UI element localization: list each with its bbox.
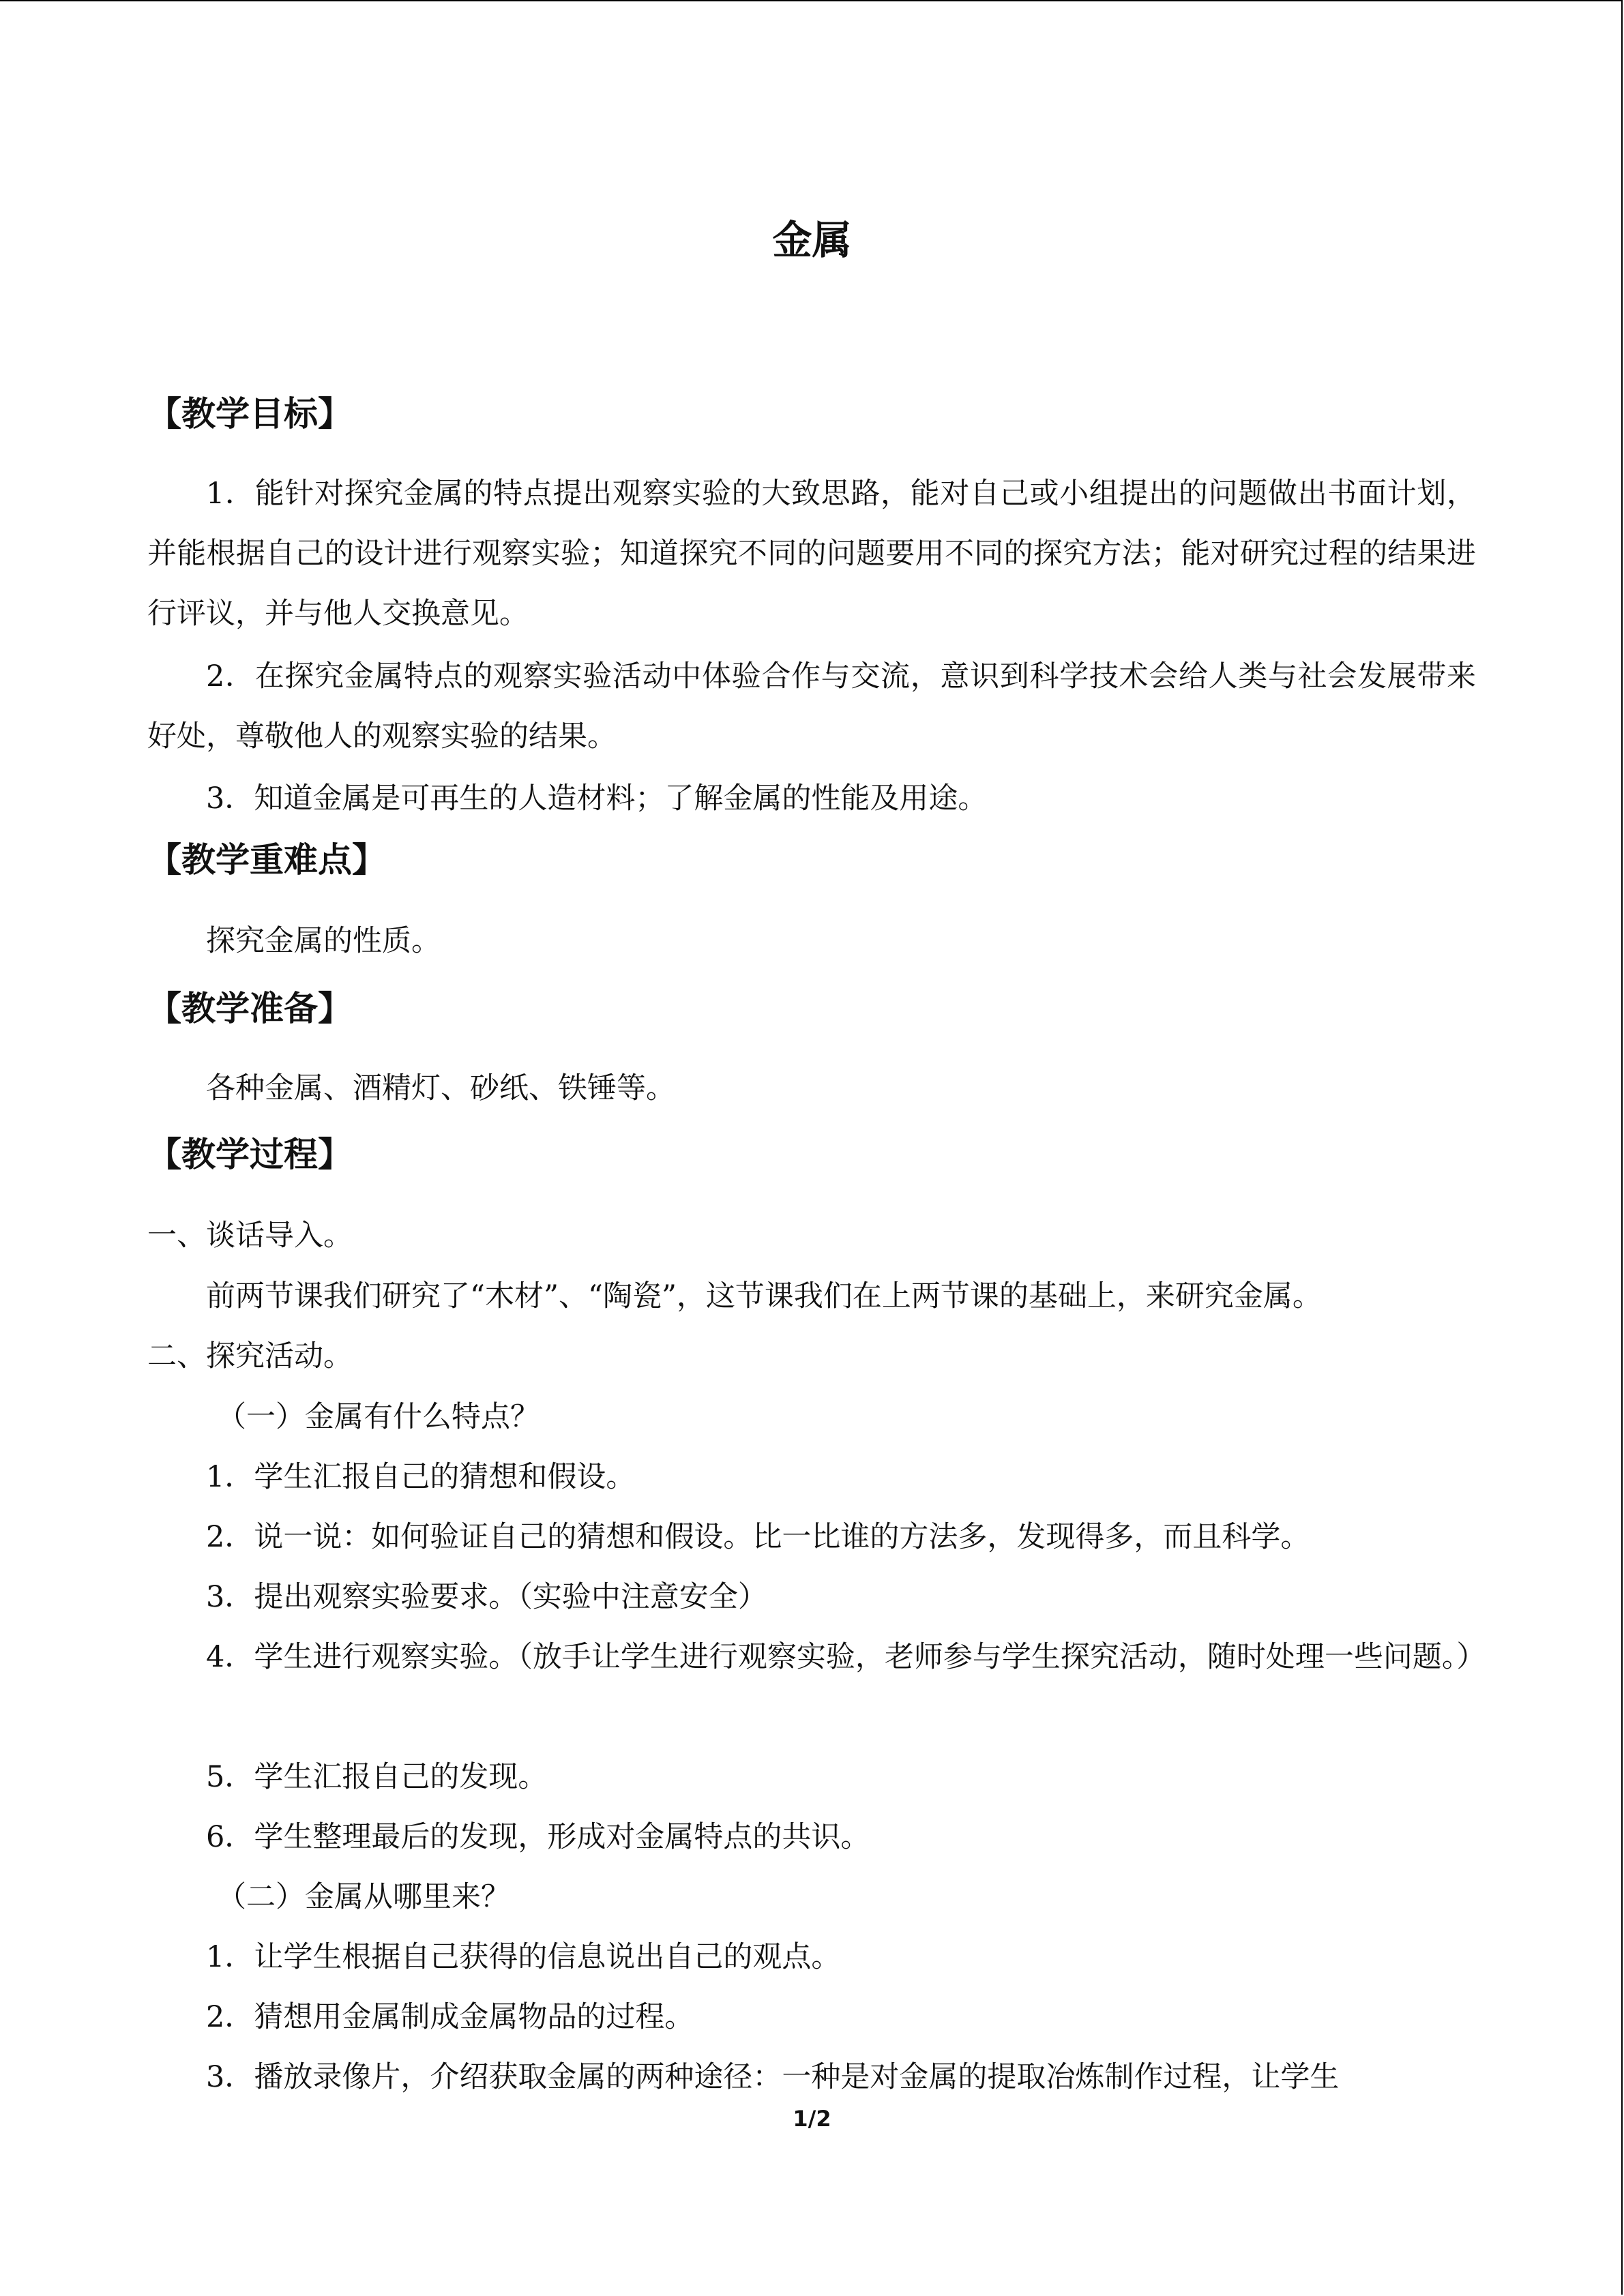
objective-item-1: 1．能针对探究金属的特点提出观察实验的大致思路，能对自己或小组提出的问题做出书面计划，并能根据自己的设计进行观察实验；知道探究不同的问题要用不同的探究方法；能对研究过程的结果进行评议，并与他人交换意见。 [147,477,1476,631]
subsection-title-1: （一）金属有什么特点？ [217,1400,540,1434]
sub1-item-5: 5．学生汇报自己的发现。 [206,1760,548,1794]
sub1-item-4: 4．学生进行观察实验。（放手让学生进行观察实验，老师参与学生探究活动，随时处理一些问题。） [206,1640,1486,1674]
objective-item-3: 3．知道金属是可再生的人造材料；了解金属的性能及用途。 [206,781,988,816]
sub1-item-2: 2．说一说：如何验证自己的猜想和假设。比一比谁的方法多，发现得多，而且科学。 [206,1520,1310,1554]
section-heading-preparation: 【教学准备】 [147,989,352,1028]
sub1-item-6: 6．学生整理最后的发现，形成对金属特点的共识。 [206,1820,870,1854]
process-part2-title: 二、探究活动。 [147,1339,353,1373]
key-points-text: 探究金属的性质。 [206,924,441,958]
sub1-item-1: 1．学生汇报自己的猜想和假设。 [206,1460,636,1494]
page-title: 金属 [772,217,852,263]
process-part1-title: 一、谈话导入。 [147,1219,353,1253]
sub2-item-2: 2．猜想用金属制成金属物品的过程。 [206,2000,694,2034]
section-heading-key-points: 【教学重难点】 [147,840,386,880]
process-part1-text: 前两节课我们研究了“木材”、“陶瓷”，这节课我们在上两节课的基础上，来研究金属。 [206,1279,1322,1313]
sub1-item-3: 3．提出观察实验要求。（实验中注意安全） [206,1580,767,1614]
page-number: 1/2 [793,2106,831,2132]
objective-item-2: 2．在探究金属特点的观察实验活动中体验合作与交流，意识到科学技术会给人类与社会发展带来好处，尊敬他人的观察实验的结果。 [147,659,1476,754]
sub2-item-3: 3．播放录像片，介绍获取金属的两种途径：一种是对金属的提取冶炼制作过程，让学生 [206,2060,1340,2094]
preparation-text: 各种金属、酒精灯、砂纸、铁锤等。 [206,1071,675,1105]
section-heading-process: 【教学过程】 [147,1135,352,1174]
subsection-title-2: （二）金属从哪里来？ [217,1880,510,1914]
section-heading-objectives: 【教学目标】 [147,394,352,434]
sub2-item-1: 1．让学生根据自己获得的信息说出自己的观点。 [206,1940,841,1974]
